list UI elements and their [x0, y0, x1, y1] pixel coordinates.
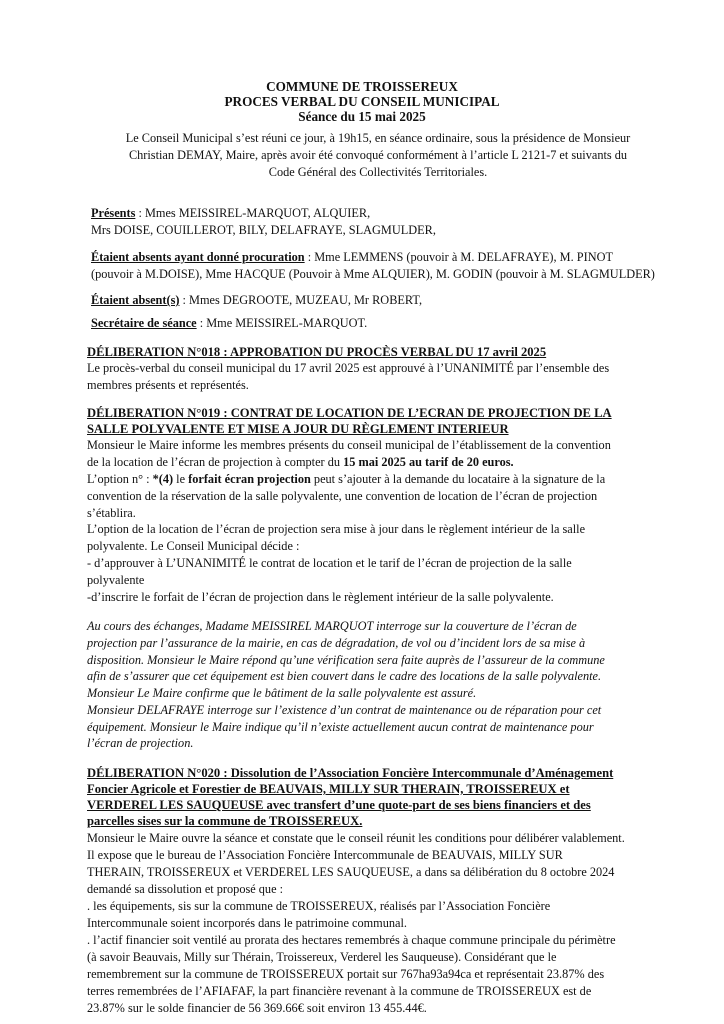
delib-020-title-1: DÉLIBERATION N°020 : Dissolution de l’Association Foncière Intercommunale d’Aménagement	[87, 766, 614, 780]
delib-019-p2-line-1	[87, 471, 687, 488]
proxy-line-1	[91, 249, 613, 266]
delib-019-p1-line-1: Monsieur le Maire informe les membres présents du conseil municipal de l’établissement de la convention	[87, 438, 611, 452]
discussion-line-1: Au cours des échanges, Madame MEISSIREL MARQUOT interroge sur la couverture de l’écran de	[87, 619, 577, 633]
delib-019-title-2: SALLE POLYVALENTE ET MISE A JOUR DU RÈGLEMENT INTERIEUR	[87, 422, 509, 436]
delib-020-line-1: Monsieur le Maire ouvre la séance et constate que le conseil réunit les conditions pour délibérer valablement.	[87, 831, 625, 845]
delib-018-line-2: membres présents et représentés.	[87, 378, 249, 392]
secretary-label: Secrétaire de séance	[91, 316, 197, 330]
delib-019-p3-line-3: - d’approuver à L’UNANIMITÉ le contrat de location et le tarif de l’écran de projection de la salle	[87, 556, 572, 570]
delib-020-line-11: 23.87% sur le solde financier de 56 369.66€ soit environ 13 455.44€.	[87, 1001, 427, 1015]
delib-018-line-1: Le procès-verbal du conseil municipal du 17 avril 2025 est approuvé à l’UNANIMITÉ par l’ensemble des	[87, 361, 610, 375]
absent-label: Étaient absent(s)	[91, 293, 180, 307]
discussion-line-5: Monsieur Le Maire confirme que le bâtiment de la salle polyvalente est assuré.	[87, 686, 477, 700]
delib-020-line-6: Intercommunale soient incorporés dans le patrimoine communal.	[87, 916, 407, 930]
discussion-line-2: projection par l’assurance de la mairie, en cas de dégradation, de vol ou d’incident lors de sa mise à	[87, 636, 586, 650]
delib-019-p3-line-4: polyvalente	[87, 573, 145, 587]
delib-019-p3-line-5: -d’inscrire le forfait de l’écran de projection dans le règlement intérieur de la salle polyvalente.	[87, 590, 554, 604]
discussion-line-4: afin de s’assurer que cet équipement est bien couvert dans le cadre des locations de la salle polyvalente.	[87, 669, 602, 683]
delib-020-line-4: demandé sa dissolution et proposé que :	[87, 882, 284, 896]
delib-018-title: DÉLIBERATION N°018 : APPROBATION DU PROCÈS VERBAL DU 17 avril 2025	[87, 345, 547, 359]
presents-line-2: Mrs DOISE, COUILLEROT, BILY, DELAFRAYE, SLAGMULDER,	[91, 223, 436, 237]
delib-019-p3-line-1: L’option de la location de l’écran de projection sera mise à jour dans le règlement intérieur de la salle	[87, 522, 586, 536]
delib-019-title-1: DÉLIBERATION N°019 : CONTRAT DE LOCATION DE L’ECRAN DE PROJECTION DE LA	[87, 406, 612, 420]
presents-label: Présents	[91, 206, 136, 220]
commune-title: COMMUNE DE TROISSEREUX	[266, 79, 458, 94]
delib-020-line-3: THERAIN, TROISSEREUX et VERDEREL LES SAUQUEUSE, a dans sa délibération du 8 octobre 2024	[87, 865, 615, 879]
document-title: PROCES VERBAL DU CONSEIL MUNICIPAL	[224, 94, 500, 109]
secretary-name: : Mme MEISSIREL-MARQUOT.	[196, 316, 368, 330]
delib-020-title-2: Foncier Agricole et Forestier de BEAUVAIS, MILLY SUR THERAIN, TROISSEREUX et	[87, 782, 570, 796]
absent-line	[91, 292, 422, 309]
proxy-label: Étaient absents ayant donné procuration	[91, 250, 305, 264]
option-number: *(4)	[152, 472, 174, 486]
proxy-names-1: : Mme LEMMENS (pouvoir à M. DELAFRAYE), M. PINOT	[304, 250, 613, 264]
delib-019-p2-line-2: convention de la réservation de la salle polyvalente, une convention de location de l’écran de projection	[87, 489, 598, 503]
option-label: L’option n° :	[87, 472, 153, 486]
secretary-line	[91, 315, 367, 332]
delib-020-line-10: terres remembrées de l’AFIAFAF, la part financière revenant à la commune de TROISSEREUX est de	[87, 984, 592, 998]
delib-020-line-2: Il expose que le bureau de l’Association Foncière Intercommunale de BEAUVAIS, MILLY SUR	[87, 848, 563, 862]
discussion-line-7: équipement. Monsieur le Maire indique qu’il n’existe actuellement aucun contrat de maintenance pour	[87, 720, 594, 734]
presents-line-1	[91, 205, 370, 222]
discussion-line-8: l’écran de projection.	[87, 736, 194, 750]
option-desc: peut s’ajouter à la demande du locataire à la signature de la	[310, 472, 606, 486]
intro-line-3: Code Général des Collectivités Territoriales.	[268, 165, 488, 179]
delib-020-title-3: VERDEREL LES SAUQUEUSE avec transfert d’une quote-part de ses biens financiers et des	[87, 798, 591, 812]
delib-020-line-5: . les équipements, sis sur la commune de TROISSEREUX, réalisés par l’Association Foncière	[87, 899, 551, 913]
delib-020-line-7: . l’actif financier soit ventilé au prorata des hectares remembrés à chaque commune principale du périmètre	[87, 933, 616, 947]
delib-019-p1-text: de la location de l’écran de projection à compter du	[87, 455, 344, 469]
option-connector: le	[173, 472, 189, 486]
delib-019-p1-line-2	[87, 454, 687, 471]
discussion-line-6: Monsieur DELAFRAYE interroge sur l’existence d’un contrat de maintenance ou de réparation pour cet	[87, 703, 602, 717]
delib-019-price: 15 mai 2025 au tarif de 20 euros.	[343, 455, 514, 469]
intro-line-2: Christian DEMAY, Maire, après avoir été convoqué conformément à l’article L 2121-7 et suivants du	[128, 148, 628, 162]
discussion-line-3: disposition. Monsieur le Maire répond qu’une vérification sera faite auprès de l’assureur de la commune	[87, 653, 605, 667]
intro-line-1: Le Conseil Municipal s’est réuni ce jour, à 19h15, en séance ordinaire, sous la présidence de Monsieur	[125, 131, 631, 145]
delib-020-line-8: (à savoir Beauvais, Milly sur Thérain, Troissereux, Verderel les Sauqueuse). Considérant que le	[87, 950, 557, 964]
session-date: Séance du 15 mai 2025	[298, 109, 426, 124]
proxy-line-2: (pouvoir à M.DOISE), Mme HACQUE (Pouvoir à Mme ALQUIER), M. GODIN (pouvoir à M. SLAGMULDER)	[91, 267, 655, 281]
delib-020-line-9: remembrement sur la commune de TROISSEREUX portait sur 767ha93a94ca et représentait 23.87% des	[87, 967, 605, 981]
absent-names: : Mmes DEGROOTE, MUZEAU, Mr ROBERT,	[179, 293, 423, 307]
delib-019-p2-line-3: s’établira.	[87, 506, 136, 520]
delib-019-p3-line-2: polyvalente. Le Conseil Municipal décide :	[87, 539, 300, 553]
option-name: forfait écran projection	[188, 472, 311, 486]
delib-020-title-4: parcelles sises sur la commune de TROISSEREUX.	[87, 814, 363, 828]
presents-names-1: : Mmes MEISSIREL-MARQUOT, ALQUIER,	[135, 206, 371, 220]
